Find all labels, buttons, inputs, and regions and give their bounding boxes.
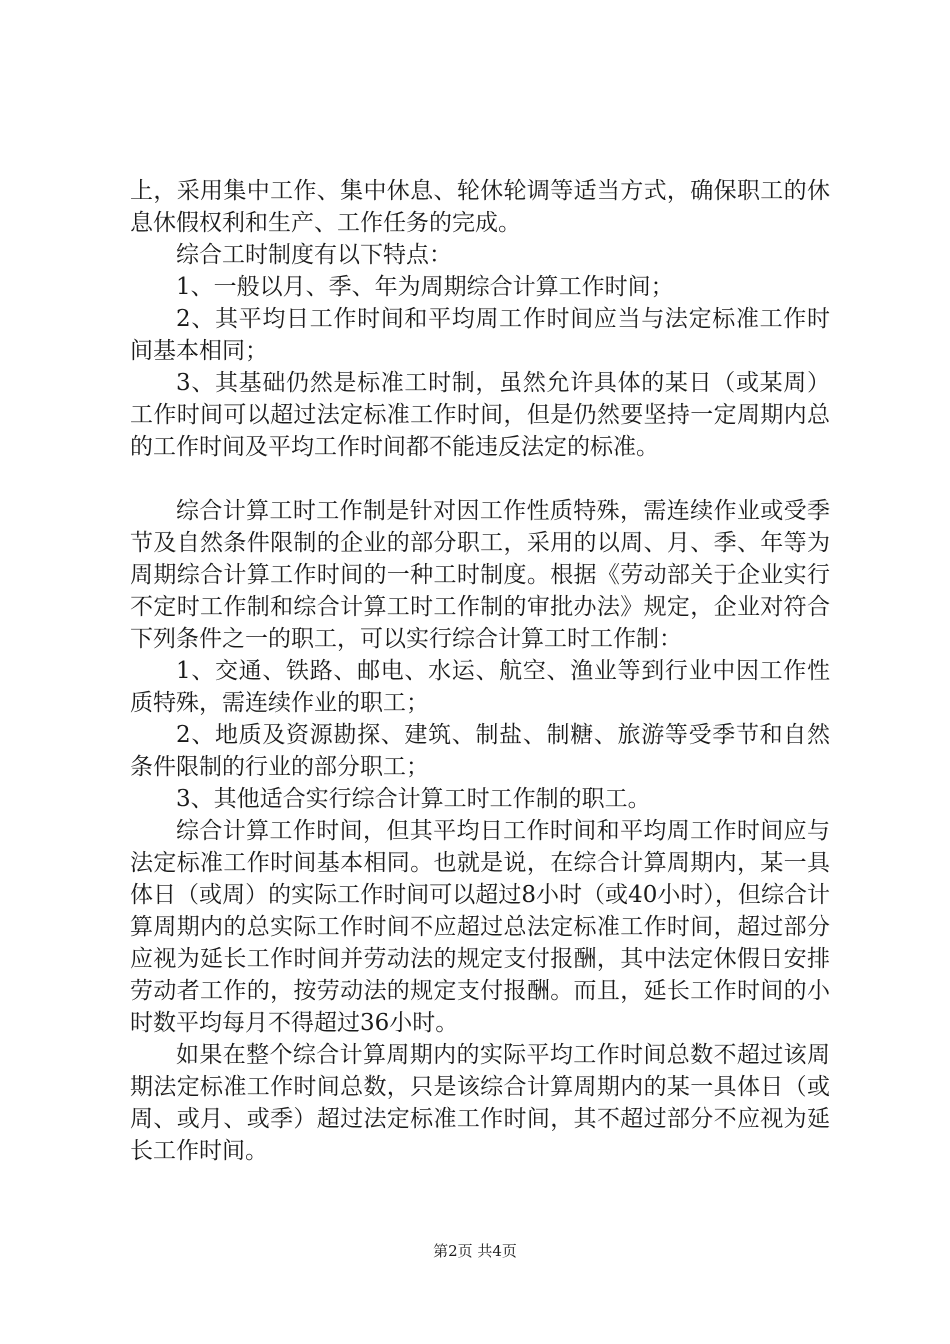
paragraph-gap [130, 463, 830, 495]
paragraph-calculation: 综合计算工作时间，但其平均日工作时间和平均周工作时间应与法定标准工作时间基本相同。也就是说，在综合计算周期内，某一具体日（或周）的实际工作时间可以超过8小时（或40小时），但综合计算周期内的总实际工作时间不应超过总法定标准工作时间，超过部分应视为延长工作时间并劳动法的规定支付报酬，其中法定休假日安排劳动者工作的，按劳动法的规定支付报酬。而且，延长工作时间的小时数平均每月不得超过36小时。 [130, 818, 830, 1036]
page-number: 第2页 共4页 [433, 1242, 517, 1260]
document-body [130, 175, 830, 1167]
paragraph-features-heading: 综合工时制度有以下特点： [176, 242, 452, 268]
paragraph-continuation: 上，采用集中工作、集中休息、轮休轮调等适当方式，确保职工的休息休假权利和生产、工作任务的完成。 [130, 178, 830, 236]
paragraph-feature-2: 2、其平均日工作时间和平均周工作时间应当与法定标准工作时间基本相同； [130, 306, 830, 364]
paragraph-condition-3: 3、其他适合实行综合计算工时工作制的职工。 [176, 786, 651, 812]
paragraph-condition-1: 1、交通、铁路、邮电、水运、航空、渔业等到行业中因工作性质特殊，需连续作业的职工； [130, 658, 830, 716]
paragraph-feature-3: 3、其基础仍然是标准工时制，虽然允许具体的某日（或某周）工作时间可以超过法定标准工作时间，但是仍然要坚持一定周期内总的工作时间及平均工作时间都不能违反法定的标准。 [130, 370, 830, 460]
paragraph-condition-2: 2、地质及资源勘探、建筑、制盐、制糖、旅游等受季节和自然条件限制的行业的部分职工； [130, 722, 830, 780]
paragraph-exception: 如果在整个综合计算周期内的实际平均工作时间总数不超过该周期法定标准工作时间总数，只是该综合计算周期内的某一具体日（或周、或月、或季）超过法定标准工作时间，其不超过部分不应视为延长工作时间。 [130, 1042, 830, 1164]
paragraph-definition: 综合计算工时工作制是针对因工作性质特殊，需连续作业或受季节及自然条件限制的企业的部分职工，采用的以周、月、季、年等为周期综合计算工作时间的一种工时制度。根据《劳动部关于企业实行不定时工作制和综合计算工时工作制的审批办法》规定，企业对符合下列条件之一的职工，可以实行综合计算工时工作制： [130, 498, 830, 652]
paragraph-feature-1: 1、一般以月、季、年为周期综合计算工作时间； [176, 274, 674, 300]
